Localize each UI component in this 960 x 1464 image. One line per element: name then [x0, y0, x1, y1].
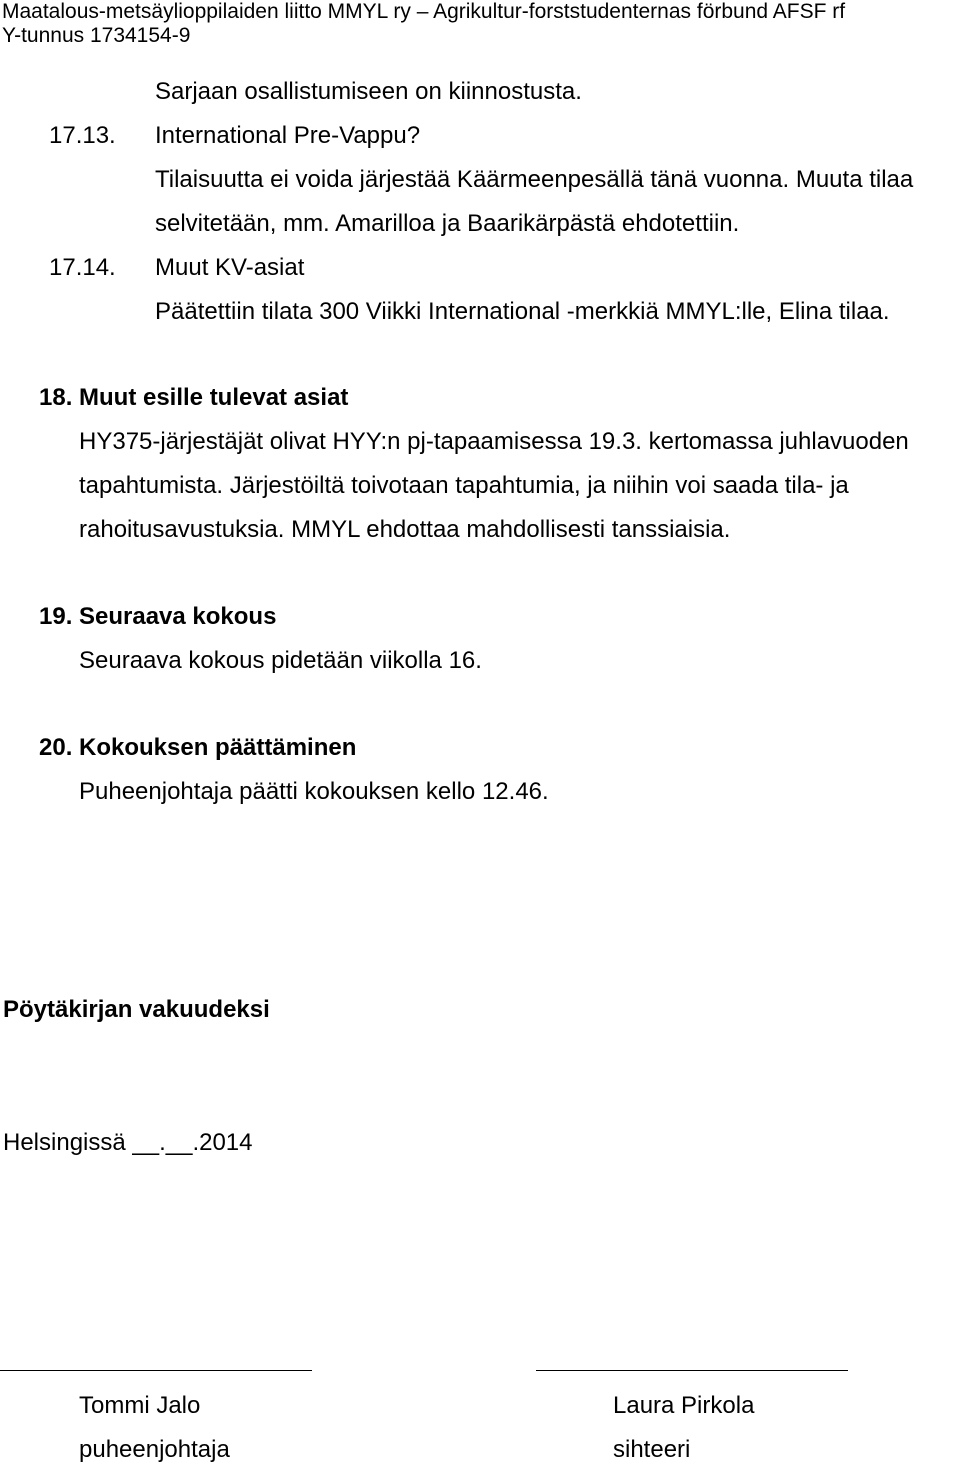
document-header-org: Maatalous-metsäylioppilaiden liitto MMYL ry – Agrikultur-forststudenternas förbund AFSF rf [2, 0, 846, 23]
section-18-number: 18. [39, 384, 73, 411]
item-17-14-title: Muut KV-asiat [155, 254, 305, 281]
section-20-title: Kokouksen päättäminen [79, 734, 357, 761]
section-20-number: 20. [39, 734, 73, 761]
section-18-body-line: rahoitusavustuksia. MMYL ehdottaa mahdollisesti tanssiaisia. [79, 516, 731, 543]
item-17-13-body-line: Tilaisuutta ei voida järjestää Käärmeenpesällä tänä vuonna. Muuta tilaa [155, 166, 914, 193]
signature-role-chair: puheenjohtaja [79, 1436, 230, 1463]
document-header-business-id: Y-tunnus 1734154-9 [2, 24, 191, 47]
section-19-body-line: Seuraava kokous pidetään viikolla 16. [79, 647, 482, 674]
item-17-14-number: 17.14. [49, 254, 116, 281]
closing-heading: Pöytäkirjan vakuudeksi [3, 996, 270, 1023]
place-and-date: Helsingissä __.__.2014 [3, 1129, 253, 1156]
item-17-13-body-line: selvitetään, mm. Amarilloa ja Baarikärpästä ehdotettiin. [155, 210, 740, 237]
section-19-title: Seuraava kokous [79, 603, 277, 630]
signature-line-chair [0, 1370, 312, 1371]
section-18-body-line: HY375-järjestäjät olivat HYY:n pj-tapaamisessa 19.3. kertomassa juhlavuoden [79, 428, 909, 455]
signature-line-secretary [536, 1370, 848, 1371]
signature-role-secretary: sihteeri [613, 1436, 691, 1463]
item-17-13-number: 17.13. [49, 122, 116, 149]
intro-text: Sarjaan osallistumiseen on kiinnostusta. [155, 78, 582, 105]
section-19-number: 19. [39, 603, 73, 630]
signature-name-chair: Tommi Jalo [79, 1392, 201, 1419]
item-17-13-title: International Pre-Vappu? [155, 122, 421, 149]
section-18-title: Muut esille tulevat asiat [79, 384, 349, 411]
section-18-body-line: tapahtumista. Järjestöiltä toivotaan tapahtumia, ja niihin voi saada tila- ja [79, 472, 849, 499]
section-20-body-line: Puheenjohtaja päätti kokouksen kello 12.46. [79, 778, 549, 805]
signature-name-secretary: Laura Pirkola [613, 1392, 755, 1419]
item-17-14-body-line: Päätettiin tilata 300 Viikki International -merkkiä MMYL:lle, Elina tilaa. [155, 298, 890, 325]
